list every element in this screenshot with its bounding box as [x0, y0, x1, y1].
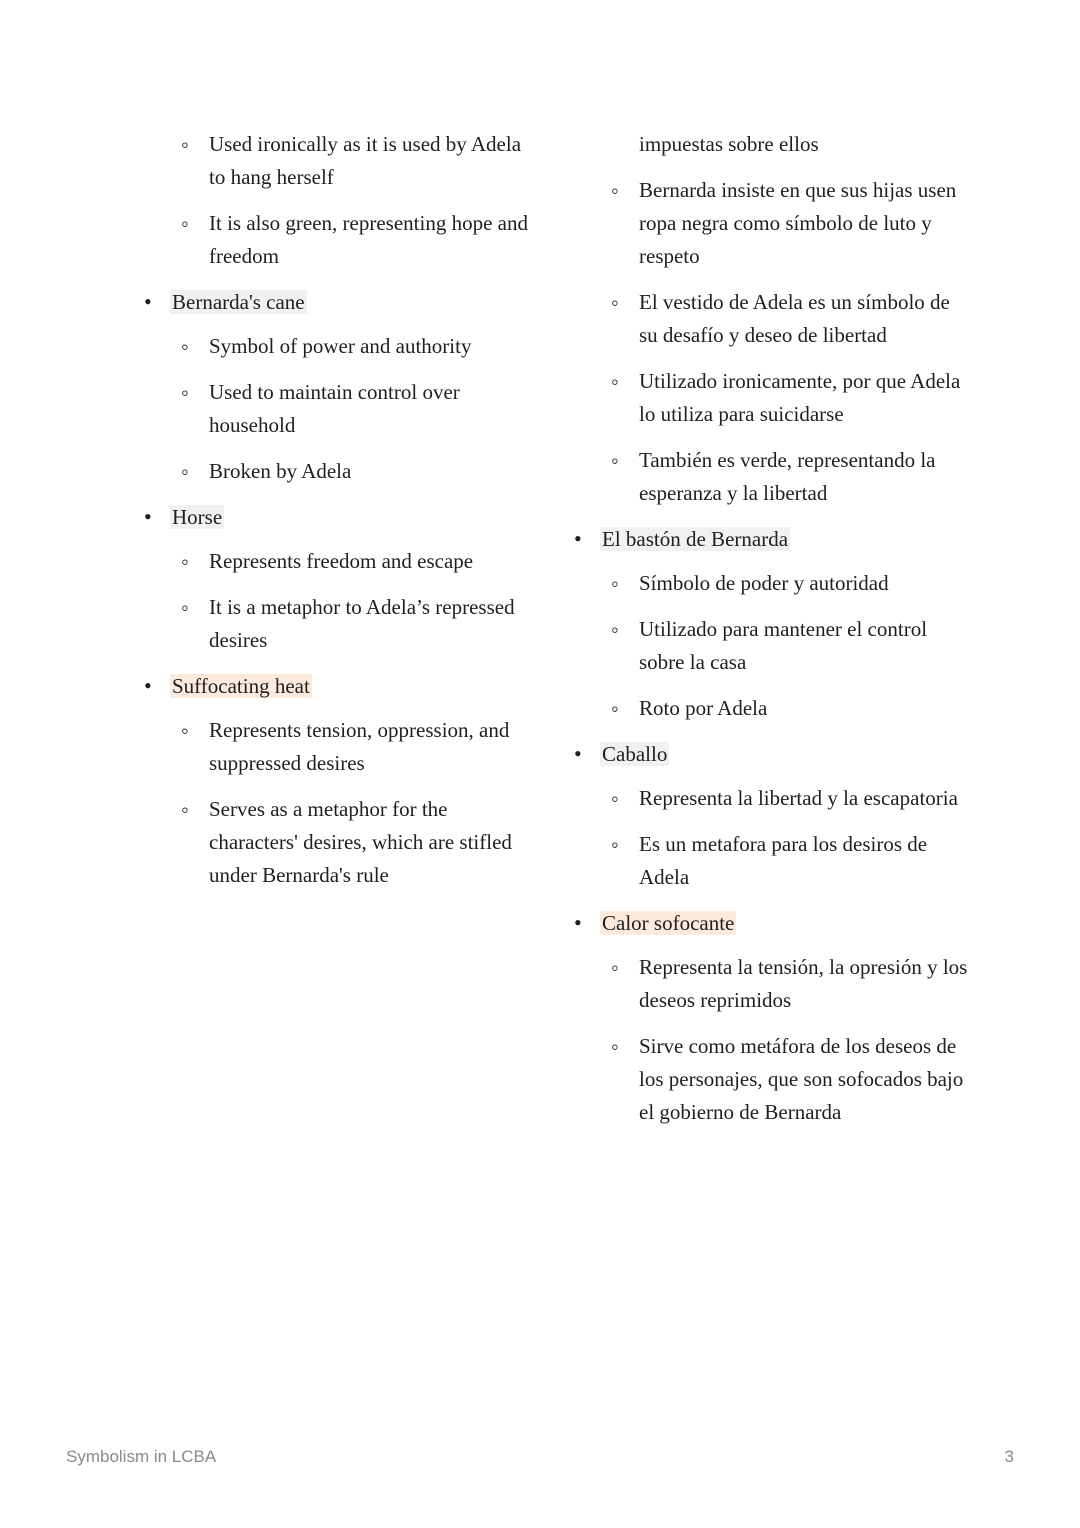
symbol-heading-cane	[140, 286, 540, 318]
list-item-text: Representa la libertad y la escapatoria	[639, 786, 958, 810]
list-item-text: También es verde, representando la esperanza y la libertad	[639, 448, 936, 505]
symbol-heading-text: Horse	[172, 505, 223, 529]
symbol-heading-caballo	[570, 738, 970, 770]
list-item-text: Bernarda insiste en que sus hijas usen ropa negra como símbolo de luto y respeto	[639, 178, 957, 268]
list-item	[609, 828, 970, 894]
list-item-text: Representa la tensión, la opresión y los deseos reprimidos	[639, 955, 968, 1012]
list-item-text: Broken by Adela	[209, 459, 352, 483]
symbol-heading-baston	[570, 523, 970, 555]
list-item-text: It is also green, representing hope and freedom	[209, 211, 528, 268]
english-column	[140, 128, 540, 905]
list-item	[609, 174, 970, 273]
list-item-text: Utilizado ironicamente, por que Adela lo utiliza para suicidarse	[639, 369, 961, 426]
list-item-text: Represents freedom and escape	[209, 549, 474, 573]
symbol-heading-text: Calor sofocante	[602, 911, 735, 935]
symbol-heading-text: Bernarda's cane	[172, 290, 305, 314]
list-item-text: Used to maintain control over household	[209, 380, 460, 437]
list-item-text: Represents tension, oppression, and suppressed desires	[209, 718, 510, 775]
footer-document-title: Symbolism in LCBA	[66, 1447, 217, 1466]
list-item	[179, 793, 540, 892]
list-item	[609, 286, 970, 352]
symbol-heading-heat	[140, 670, 540, 702]
spanish-column	[570, 128, 970, 1142]
symbol-heading-calor	[570, 907, 970, 939]
list-item	[179, 591, 540, 657]
list-item	[179, 455, 540, 488]
footer-page-number: 3	[1004, 1447, 1014, 1466]
list-item-text: Serves as a metaphor for the characters' desires, which are stifled under Bernarda's rule	[209, 797, 512, 887]
list-item-text: Utilizado para mantener el control sobre la casa	[639, 617, 928, 674]
symbol-heading-text: Caballo	[602, 742, 668, 766]
list-item	[609, 1030, 970, 1129]
list-item-text: Roto por Adela	[639, 696, 768, 720]
list-item-text: Es un metafora para los desiros de Adela	[639, 832, 928, 889]
list-item	[179, 330, 540, 363]
list-item	[179, 714, 540, 780]
continued-text: impuestas sobre ellos	[639, 132, 819, 156]
list-item	[609, 567, 970, 600]
list-item	[609, 444, 970, 510]
list-item-text: It is a metaphor to Adela’s repressed desires	[209, 595, 515, 652]
list-item-text: Sirve como metáfora de los deseos de los personajes, que son sofocados bajo el gobierno de Bernarda	[639, 1034, 964, 1124]
symbol-heading-text: Suffocating heat	[172, 674, 310, 698]
list-item	[609, 692, 970, 725]
list-item-text: Symbol of power and authority	[209, 334, 472, 358]
symbol-heading-horse	[140, 501, 540, 533]
list-item	[609, 782, 970, 815]
list-item	[609, 951, 970, 1017]
list-item	[609, 365, 970, 431]
list-item-text: Used ironically as it is used by Adela to hang herself	[209, 132, 522, 189]
list-item	[179, 545, 540, 578]
list-item	[609, 613, 970, 679]
list-item	[179, 207, 540, 273]
list-item-text: El vestido de Adela es un símbolo de su desafío y deseo de libertad	[639, 290, 950, 347]
list-item-text: Símbolo de poder y autoridad	[639, 571, 889, 595]
list-item	[179, 376, 540, 442]
list-item	[179, 128, 540, 194]
symbol-heading-text: El bastón de Bernarda	[602, 527, 789, 551]
